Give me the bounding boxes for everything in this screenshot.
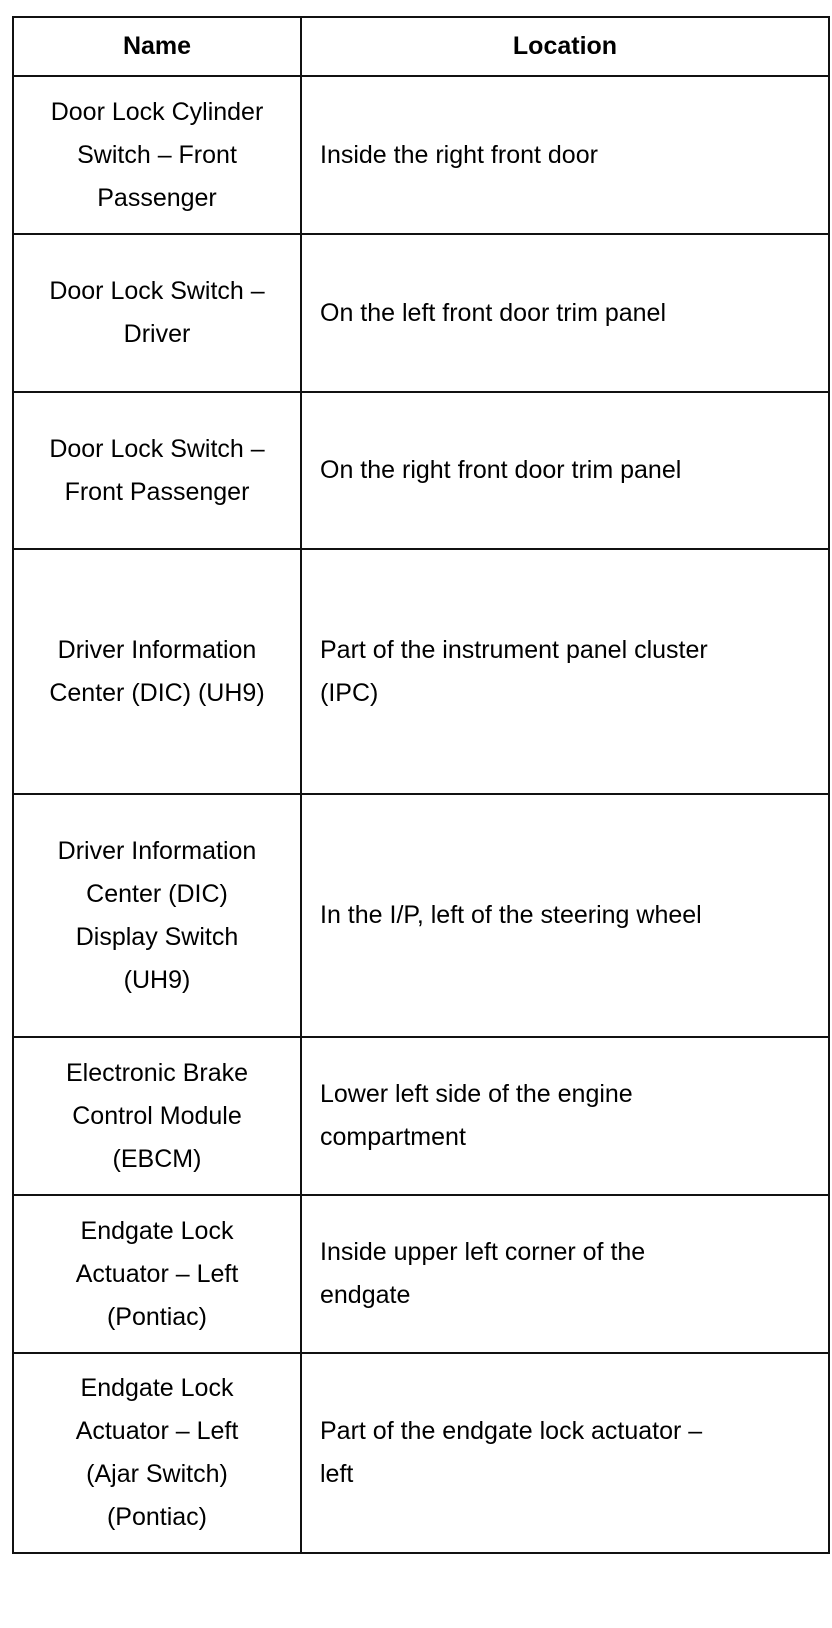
name-line: (Ajar Switch) [86, 1460, 228, 1488]
name-cell [13, 392, 301, 549]
name-line: Endgate Lock [80, 1216, 234, 1245]
location-cell [301, 794, 829, 1037]
location-line: In the I/P, left of the steering wheel [320, 901, 702, 929]
location-cell [301, 1353, 829, 1553]
location-cell [301, 234, 829, 392]
name-line: Display Switch [75, 922, 239, 951]
location-cell [301, 76, 829, 234]
location-cell [301, 1037, 829, 1195]
table-row [13, 76, 829, 234]
component-location-table [12, 16, 830, 1554]
name-cell [13, 794, 301, 1037]
name-line: Door Lock Cylinder [50, 97, 264, 126]
name-line: Electronic Brake [65, 1058, 249, 1087]
table-row [13, 234, 829, 392]
location-line: Inside upper left corner of the [320, 1238, 646, 1266]
name-cell [13, 76, 301, 234]
location-line: On the left front door trim panel [320, 298, 667, 327]
table-row [13, 1195, 829, 1353]
column-header-location: Location [301, 17, 829, 76]
name-line: Front Passenger [64, 477, 250, 506]
table-row [13, 1037, 829, 1195]
name-line: Switch – Front [77, 140, 237, 169]
location-line: endgate [320, 1281, 411, 1309]
location-cell [301, 1195, 829, 1353]
name-cell [13, 549, 301, 794]
name-line: Driver [123, 320, 191, 348]
name-line: Actuator – Left [75, 1417, 239, 1445]
name-line: (Pontiac) [106, 1302, 208, 1331]
name-line: (UH9) [123, 965, 191, 994]
table-row [13, 1353, 829, 1553]
column-header-name: Name [13, 17, 301, 76]
name-line: Control Module [72, 1101, 242, 1130]
name-line: Driver Information [57, 836, 257, 865]
name-line: (EBCM) [112, 1144, 202, 1173]
name-cell [13, 1353, 301, 1553]
location-line: Inside the right front door [320, 140, 598, 169]
component-location-table-container [12, 16, 828, 1554]
location-line: Lower left side of the engine [320, 1080, 633, 1108]
location-line: (IPC) [320, 678, 379, 707]
location-cell [301, 549, 829, 794]
name-line: Driver Information [57, 635, 257, 664]
name-line: Door Lock Switch – [49, 434, 265, 463]
location-line: Part of the endgate lock actuator – [320, 1417, 703, 1445]
name-line: Center (DIC) (UH9) [49, 678, 265, 707]
location-line: compartment [320, 1123, 466, 1151]
name-cell [13, 1037, 301, 1195]
table-header-row [13, 17, 829, 76]
name-line: (Pontiac) [106, 1503, 208, 1531]
location-line: On the right front door trim panel [320, 456, 682, 484]
name-line: Endgate Lock [80, 1374, 234, 1402]
name-line: Center (DIC) [86, 879, 228, 908]
location-line: left [320, 1460, 354, 1488]
table-row [13, 794, 829, 1037]
name-cell [13, 1195, 301, 1353]
name-line: Actuator – Left [75, 1259, 239, 1288]
table-row [13, 549, 829, 794]
location-cell [301, 392, 829, 549]
table-body [13, 76, 829, 1553]
name-cell [13, 234, 301, 392]
location-line: Part of the instrument panel cluster [320, 635, 708, 664]
name-line: Passenger [97, 183, 217, 212]
table-row [13, 392, 829, 549]
name-line: Door Lock Switch – [49, 277, 265, 305]
